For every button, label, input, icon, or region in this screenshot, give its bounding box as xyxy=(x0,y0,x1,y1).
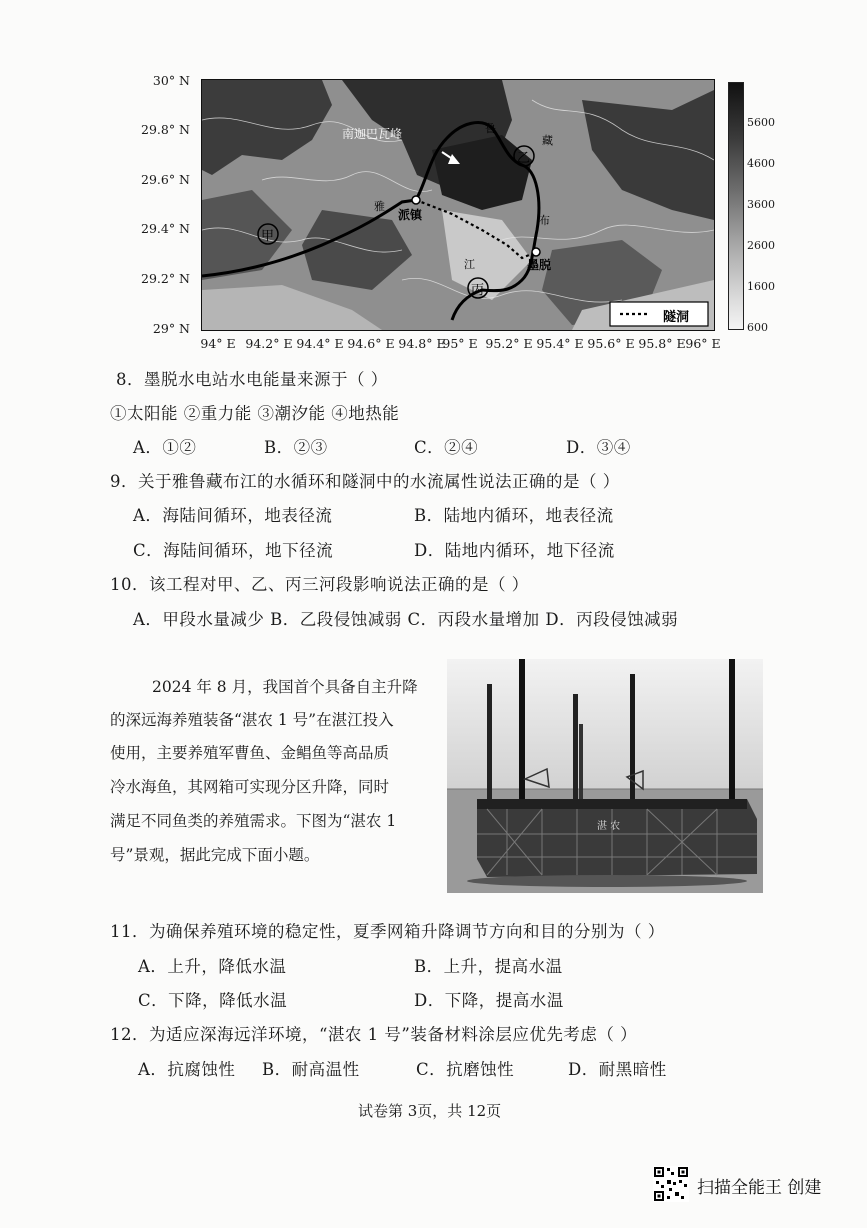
question-10-stem: 10．该工程对甲、乙、丙三河段影响说法正确的是（ ） xyxy=(110,575,529,594)
terrain-svg xyxy=(202,80,714,330)
question-11-stem: 11．为确保养殖环境的稳定性，夏季网箱升降调节方向和目的分别为（ ） xyxy=(110,922,665,941)
option-c: C．抗磨蚀性 xyxy=(416,1060,515,1079)
option-a: A．海陆间循环，地表径流 xyxy=(133,506,333,525)
option-a: A．上升，降低水温 xyxy=(138,957,287,976)
section-yi-label: 乙 xyxy=(517,151,531,166)
passage-line: 冷水海鱼，其网箱可实现分区升降，同时 xyxy=(110,778,390,796)
lat-label-29: 29° N xyxy=(152,321,190,336)
lat-label-29-2: 29.2° N xyxy=(141,271,190,286)
watermark-text: 扫描全能王 创建 xyxy=(697,1178,822,1198)
option-c: C．②④ xyxy=(414,438,479,457)
option-d: D．下降，提高水温 xyxy=(414,991,564,1010)
lon-label: 94.8° E xyxy=(398,336,446,351)
legend-value: 4600 xyxy=(747,157,775,170)
pai-town-label: 派镇 xyxy=(398,208,423,222)
option-a: A．①② xyxy=(133,438,197,457)
medog-label: 墨脱 xyxy=(527,258,552,272)
water-reflection xyxy=(467,875,747,887)
option-d: D．陆地内循环，地下径流 xyxy=(414,541,615,560)
option-d: D．③④ xyxy=(566,438,631,457)
legend-value: 1600 xyxy=(747,280,775,293)
lon-label: 95.4° E xyxy=(536,336,584,351)
section-jia-label: 甲 xyxy=(261,229,275,244)
lat-label-29-8: 29.8° N xyxy=(141,122,190,137)
question-12-stem: 12．为适应深海远洋环境，“湛农 1 号”装备材料涂层应优先考虑（ ） xyxy=(110,1025,638,1044)
question-8-items: ①太阳能 ②重力能 ③潮汐能 ④地热能 xyxy=(110,404,400,423)
option-b: B．②③ xyxy=(264,438,328,457)
question-9-stem: 9．关于雅鲁藏布江的水循环和隧洞中的水流属性说法正确的是（ ） xyxy=(110,472,620,491)
lon-label: 94.6° E xyxy=(347,336,395,351)
option-b: B．上升，提高水温 xyxy=(414,957,563,976)
passage-line: 号”景观，据此完成下面小题。 xyxy=(110,846,320,864)
medog-marker xyxy=(532,248,540,256)
river-char-jiang: 江 xyxy=(464,258,475,271)
option-a: A．抗腐蚀性 xyxy=(138,1060,236,1079)
lat-label-29-6: 29.6° N xyxy=(141,172,190,187)
legend-value: 600 xyxy=(747,321,768,334)
photo-svg xyxy=(447,659,763,893)
lon-label: 95.2° E xyxy=(485,336,533,351)
page-footer: 试卷第 3页，共 12页 xyxy=(358,1102,502,1120)
legend-value: 2600 xyxy=(747,239,775,252)
river-char-ya: 雅 xyxy=(374,200,385,213)
passage-line: 满足不同鱼类的养殖需求。下图为“湛农 1 xyxy=(110,812,397,830)
section-bing-label: 丙 xyxy=(471,283,485,298)
option-b: B．陆地内循环，地表径流 xyxy=(414,506,614,525)
platform-sign: 湛 农 xyxy=(597,821,621,832)
lat-label-29-4: 29.4° N xyxy=(141,221,190,236)
river-char-bu: 布 xyxy=(539,214,550,227)
lon-label: 95.8° E xyxy=(638,336,686,351)
platform-deck xyxy=(477,799,747,809)
river-char-zang: 藏 xyxy=(542,134,553,147)
passage-line: 2024 年 8 月，我国首个具备自主升降 xyxy=(152,678,418,696)
tunnel-legend-label: 隧洞 xyxy=(663,310,690,325)
river-char-lu: 鲁 xyxy=(485,122,496,135)
option-b: B．耐高温性 xyxy=(262,1060,360,1079)
pai-town-marker xyxy=(412,196,420,204)
question-8-stem: 8．墨脱水电站水电能量来源于（ ） xyxy=(116,370,388,389)
lon-label: 95.6° E xyxy=(587,336,635,351)
option-c: C．海陆间循环，地下径流 xyxy=(133,541,334,560)
legend-value: 3600 xyxy=(747,198,775,211)
terrain-map xyxy=(201,79,715,331)
qr-code-icon xyxy=(653,1166,689,1202)
namjagbarwa-label: 南迦巴瓦峰 xyxy=(342,127,403,141)
lat-label-30: 30° N xyxy=(152,73,190,88)
option-d: D．耐黑暗性 xyxy=(568,1060,667,1079)
elevation-colorbar xyxy=(728,82,744,330)
tunnel-legend-box xyxy=(610,302,708,326)
passage-line: 的深远海养殖装备“湛农 1 号”在湛江投入 xyxy=(110,711,394,729)
lon-label: 95° E xyxy=(442,336,478,351)
passage-line: 使用，主要养殖军曹鱼、金鲳鱼等高品质 xyxy=(110,744,390,762)
lon-label: 96° E xyxy=(685,336,721,351)
lon-label: 94.4° E xyxy=(296,336,344,351)
option-c: C．下降，降低水温 xyxy=(138,991,288,1010)
question-10-options: A．甲段水量减少 B．乙段侵蚀减弱 C．丙段水量增加 D．丙段侵蚀减弱 xyxy=(133,610,679,629)
lon-label: 94° E xyxy=(200,336,236,351)
legend-value: 5600 xyxy=(747,116,775,129)
lon-label: 94.2° E xyxy=(245,336,293,351)
zhannong-1-photo xyxy=(447,659,763,893)
